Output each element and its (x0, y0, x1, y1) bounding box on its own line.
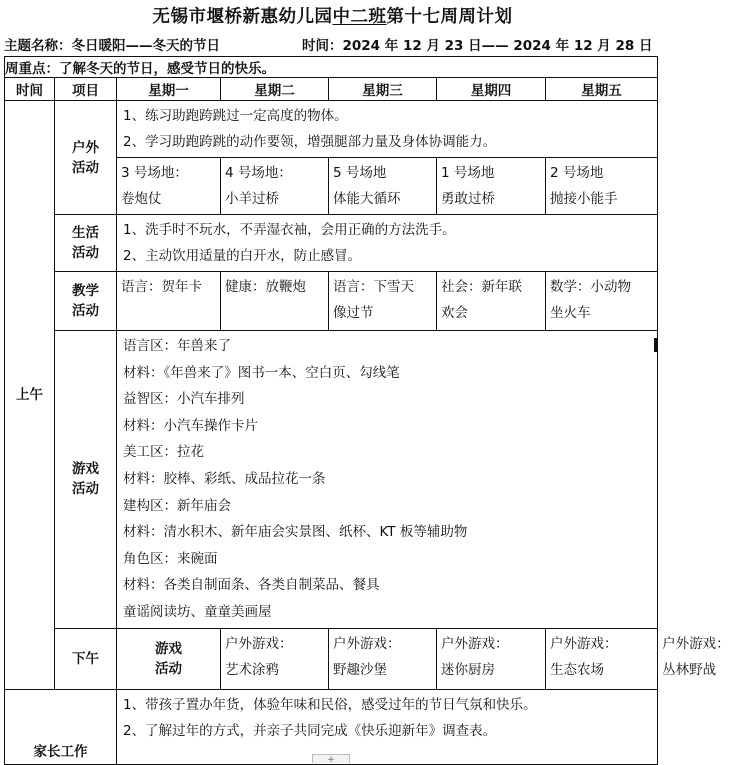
outdoor-friday (546, 158, 658, 215)
teaching-monday (117, 272, 221, 331)
header-wednesday: 星期三 (329, 78, 437, 101)
teaching-text: 健康：放鞭炮 (225, 279, 306, 295)
parent-work-row (5, 689, 658, 764)
title-class: 中二班 (332, 7, 387, 27)
afternoon-label: 下午 (55, 628, 117, 689)
pm-game-name: 迷你厨房 (441, 661, 495, 678)
game-line: 童谣阅读坊、童童美画屋 (123, 603, 272, 620)
pm-games-label: 游戏活动 (117, 628, 221, 689)
game-line: 材料：清水积木、新年庙会实景图、纸杯、KT 板等辅助物 (123, 524, 468, 541)
pm-game-thursday (546, 628, 658, 689)
theme-name: 主题名称：冬日暖阳——冬天的节日 (4, 38, 220, 54)
outdoor-goals (117, 101, 658, 158)
site-activity: 卷炮仗 (121, 191, 162, 207)
teaching-text: 语言：贺年卡 (121, 279, 202, 295)
header-friday: 星期五 (546, 78, 658, 101)
game-line: 益智区：小汽车排列 (123, 391, 245, 408)
parent-work-items (117, 689, 658, 764)
pm-game-type: 户外游戏： (550, 635, 618, 652)
title-week: 第十七周周计划 (386, 7, 513, 27)
weekly-focus-row (5, 57, 658, 78)
weekly-focus: 周重点：了解冬天的节日，感受节日的快乐。 (5, 57, 658, 78)
site-label: 1 号场地 (441, 165, 495, 181)
teaching-text: 语言：下雪天 (333, 279, 414, 295)
weekly-plan-table (4, 56, 730, 765)
game-line: 语言区：年兽来了 (123, 338, 231, 354)
life-item: 1、洗手时不玩水，不弄湿衣袖，会用正确的方法洗手。 (123, 222, 456, 238)
date-range: 时间：2024 年 12 月 23 日—— 2024 年 12 月 28 日 (302, 38, 653, 54)
parent-work-item: 2、了解过年的方式，并亲子共同完成《快乐迎新年》调查表。 (123, 722, 497, 739)
life-items (117, 215, 658, 272)
outdoor-monday (117, 158, 221, 215)
site-label: 4 号场地： (225, 165, 292, 181)
outdoor-thursday (437, 158, 546, 215)
game-line: 角色区：来碗面 (123, 550, 218, 567)
pm-game-monday (221, 628, 329, 689)
afternoon-row: 下午 游戏活动 户外游戏： 艺术涂鸦 户外游戏： 野趣沙堡 户外游戏： 迷你厨房 户外游戏： 生态农场 户外游戏： 丛林野战 (5, 628, 658, 689)
teaching-text: 坐火车 (550, 305, 591, 321)
pm-game-type: 户外游戏： (225, 635, 293, 652)
teaching-text: 像过节 (333, 305, 374, 321)
teaching-tuesday (221, 272, 329, 331)
game-line: 材料：胶棒、彩纸、成品拉花一条 (123, 470, 326, 487)
outdoor-tuesday (221, 158, 329, 215)
site-activity: 抛接小能手 (550, 191, 618, 207)
header-time: 时间 (5, 78, 55, 101)
header-row (5, 78, 658, 101)
teaching-friday (546, 272, 658, 331)
morning-label: 上午 (5, 101, 55, 690)
teaching-wednesday (329, 272, 437, 331)
header-thursday: 星期四 (437, 78, 546, 101)
title-school: 无锡市堰桥新惠幼儿园 (152, 7, 333, 27)
games-label: 游戏活动 (55, 331, 117, 629)
games-row (5, 331, 658, 629)
outdoor-goal: 2、学习助跑跨跳的动作要领，增强腿部力量及身体协调能力。 (123, 134, 497, 150)
page-title (0, 3, 665, 28)
pm-game-name: 生态农场 (550, 661, 604, 678)
life-label: 生活活动 (55, 215, 117, 272)
outdoor-wednesday (329, 158, 437, 215)
pm-game-type: 户外游戏： (441, 635, 509, 652)
teaching-label: 教学活动 (55, 272, 117, 331)
pm-game-name: 野趣沙堡 (333, 661, 387, 678)
site-activity: 小羊过桥 (225, 191, 279, 207)
page-edge-mark (654, 338, 657, 352)
plan-meta (4, 34, 664, 54)
parent-work-label: 家长工作 (5, 689, 117, 764)
add-sheet-tab[interactable]: + (312, 754, 350, 763)
header-item: 项目 (55, 78, 117, 101)
life-row (5, 215, 658, 272)
teaching-text: 社会：新年联 (441, 279, 522, 295)
parent-work-item: 1、带孩子置办年货，体验年味和民俗，感受过年的节日气氛和快乐。 (123, 696, 537, 713)
header-tuesday: 星期二 (221, 78, 329, 101)
game-line: 材料：各类自制面条、各类自制菜品、餐具 (123, 577, 380, 594)
site-label: 5 号场地 (333, 165, 387, 181)
pm-game-type: 户外游戏： (333, 635, 401, 652)
site-label: 2 号场地 (550, 165, 604, 181)
pm-game-wednesday (437, 628, 546, 689)
life-item: 2、主动饮用适量的白开水，防止感冒。 (123, 248, 362, 264)
teaching-row (5, 272, 658, 331)
game-line: 美工区：拉花 (123, 444, 204, 461)
site-activity: 体能大循环 (333, 191, 401, 207)
header-monday: 星期一 (117, 78, 221, 101)
game-line: 材料：《年兽来了》图书一本、空白页、勾线笔 (123, 364, 400, 381)
site-activity: 勇敢过桥 (441, 191, 495, 207)
outdoor-goal: 1、练习助跑跨跳过一定高度的物体。 (123, 108, 348, 124)
game-line: 材料：小汽车操作卡片 (123, 417, 258, 434)
games-list (117, 331, 658, 629)
site-label: 3 号场地： (121, 165, 188, 181)
teaching-text: 数学：小动物 (550, 279, 631, 295)
pm-game-name: 艺术涂鸦 (225, 661, 279, 678)
outdoor-goals-row (5, 101, 658, 158)
pm-game-tuesday (329, 628, 437, 689)
teaching-text: 欢会 (441, 305, 468, 321)
teaching-thursday (437, 272, 546, 331)
outdoor-label: 户外活动 (55, 101, 117, 215)
game-line: 建构区：新年庙会 (123, 497, 231, 514)
